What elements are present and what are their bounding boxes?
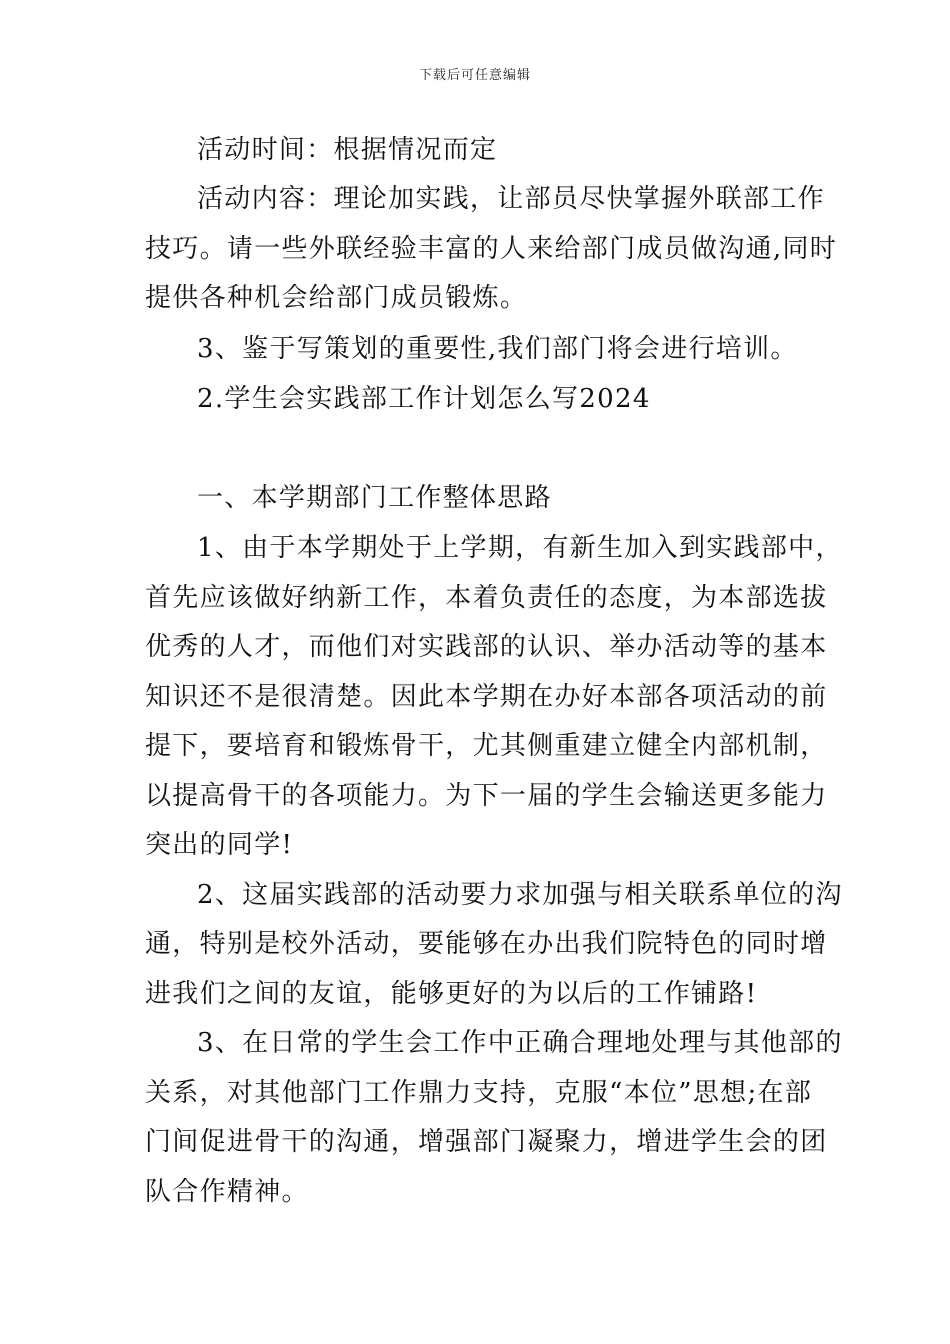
activity-content-line: 活动内容：理论加实践，让部员尽快掌握外联部工作 <box>197 184 825 214</box>
paragraph-line: 1、由于本学期处于上学期，有新生加入到实践部中， <box>197 533 843 563</box>
paragraph-line: 队合作精神。 <box>145 1177 309 1207</box>
subsection-heading: 一、本学期部门工作整体思路 <box>197 483 552 513</box>
paragraph-line: 突出的同学! <box>145 830 294 860</box>
paragraph-line: 3、在日常的学生会工作中正确合理地处理与其他部的 <box>197 1028 843 1058</box>
paragraph-line: 提下，要培育和锻炼骨干，尤其侧重建立健全内部机制， <box>145 731 828 761</box>
section-heading: 2.学生会实践部工作计划怎么写2024 <box>197 384 651 414</box>
header-note: 下载后可任意编辑 <box>418 68 531 83</box>
paragraph-line: 以提高骨干的各项能力。为下一届的学生会输送更多能力 <box>145 781 828 811</box>
paragraph-line: 门间促进骨干的沟通，增强部门凝聚力，增进学生会的团 <box>145 1127 828 1157</box>
paragraph-line: 关系，对其他部门工作鼎力支持，克服“本位”思想;在部 <box>145 1078 813 1108</box>
paragraph-line: 通，特别是校外活动，要能够在办出我们院特色的同时增 <box>145 929 828 959</box>
activity-time-line: 活动时间：根据情况而定 <box>197 135 498 165</box>
paragraph-line: 技巧。请一些外联经验丰富的人来给部门成员做沟通,同时 <box>145 234 838 264</box>
paragraph-line: 优秀的人才，而他们对实践部的认识、举办活动等的基本 <box>145 632 828 662</box>
paragraph-line: 知识还不是很清楚。因此本学期在办好本部各项活动的前 <box>145 682 828 712</box>
paragraph-line: 进我们之间的友谊，能够更好的为以后的工作铺路! <box>145 979 758 1009</box>
paragraph-line: 首先应该做好纳新工作，本着负责任的态度，为本部选拔 <box>145 583 828 613</box>
paragraph-line: 2、这届实践部的活动要力求加强与相关联系单位的沟 <box>197 880 843 910</box>
paragraph-line: 提供各种机会给部门成员锻炼。 <box>145 283 528 313</box>
item-3-line: 3、鉴于写策划的重要性,我们部门将会进行培训。 <box>197 334 798 364</box>
